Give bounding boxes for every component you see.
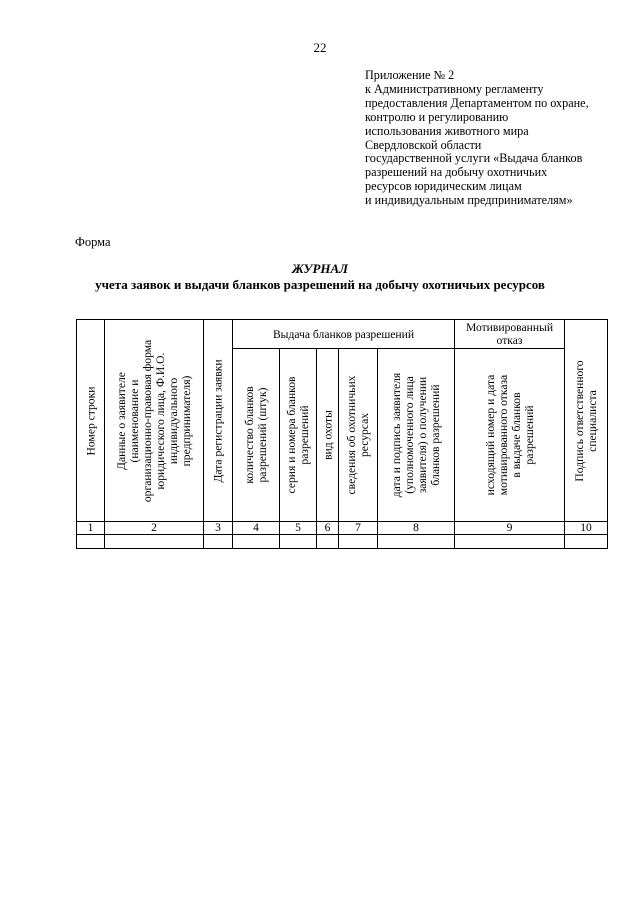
header-line: ресурсах (358, 412, 371, 458)
empty-cell (378, 535, 455, 549)
empty-cell (317, 535, 339, 549)
rotated-header (317, 349, 338, 521)
rotated-header (565, 335, 607, 507)
header-line: бланков разрешений (429, 384, 442, 486)
empty-row (77, 535, 608, 549)
appendix-line: и индивидуальным предпринимателям» (365, 193, 573, 208)
header-line: в выдаче бланков (509, 392, 523, 478)
header-cell (565, 320, 608, 522)
header-cell (77, 320, 105, 522)
empty-cell (204, 535, 233, 549)
empty-cell (565, 535, 608, 549)
appendix-line: Приложение № 2 (365, 68, 455, 82)
header-cell (105, 320, 204, 522)
header-line: отказ (496, 334, 523, 347)
column-number: 3 (204, 522, 233, 535)
rotated-header (455, 349, 564, 521)
appendix-line: к Административному регламенту (365, 81, 544, 96)
header-cell (233, 349, 280, 522)
appendix-line: государственной услуги «Выдача бланков (365, 151, 583, 166)
header-line: серия и номера бланков (285, 376, 298, 494)
column-number: 7 (339, 522, 378, 535)
header-line: количество бланков (243, 386, 256, 484)
header-line: предпринимателя) (180, 375, 193, 466)
group-header-issuance: Выдача бланков разрешений (233, 320, 455, 349)
header-line: Данные о заявителе (115, 371, 128, 470)
column-number: 2 (105, 522, 204, 535)
empty-cell (455, 535, 565, 549)
journal-table (76, 319, 608, 549)
header-line: заявителя) о получении (416, 376, 429, 494)
rotated-header (339, 349, 377, 521)
header-line: дата и подпись заявителя (390, 372, 403, 498)
appendix-line: предоставления Департаментом по охране, (365, 95, 589, 110)
header-line: разрешений (штук) (256, 387, 269, 483)
header-cell (280, 349, 317, 522)
header-line: индивидуального (167, 377, 180, 464)
title-line-1: ЖУРНАЛ (291, 261, 349, 276)
column-number: 5 (280, 522, 317, 535)
header-cell (317, 349, 339, 522)
rotated-header (77, 335, 104, 507)
header-line: (наименование и (128, 378, 141, 463)
header-line: Подпись ответственного (573, 359, 586, 482)
empty-cell (77, 535, 105, 549)
header-line: юридического лица, Ф.И.О. (154, 352, 167, 489)
appendix-line: ресурсов юридическим лицам (365, 179, 522, 194)
page-number: 22 (313, 40, 327, 55)
empty-cell (233, 535, 280, 549)
header-cell (339, 349, 378, 522)
appendix-note (365, 69, 635, 208)
header-line: Дата регистрации заявки (211, 358, 225, 483)
column-number: 8 (378, 522, 455, 535)
header-cell (378, 349, 455, 522)
rotated-header (204, 335, 232, 507)
rotated-header (233, 349, 279, 521)
appendix-line: использования животного мира (365, 123, 529, 138)
title-line-2: учета заявок и выдачи бланков разрешений на добычу охотничьих ресурсов (95, 277, 545, 292)
header-line: вид охоты (321, 410, 334, 460)
header-line: Мотивированный (465, 321, 554, 334)
column-number: 4 (233, 522, 280, 535)
header-line: организационно-правовая форма (141, 339, 154, 502)
header-line: Номер строки (84, 386, 97, 455)
header-line: мотивированного отказа (496, 374, 510, 496)
header-cell (455, 349, 565, 522)
appendix-line: контролю и регулированию (365, 109, 509, 124)
header-line: сведения об охотничьих (345, 375, 358, 495)
header-line: исходящий номер и дата (483, 374, 497, 496)
column-number: 9 (455, 522, 565, 535)
empty-cell (339, 535, 378, 549)
form-label: Форма (75, 235, 111, 249)
document-title (0, 261, 640, 293)
column-number: 10 (565, 522, 608, 535)
column-number: 1 (77, 522, 105, 535)
header-cell (204, 320, 233, 522)
empty-cell (280, 535, 317, 549)
appendix-line: разрешений на добычу охотничьих (365, 165, 548, 180)
rotated-header (378, 349, 454, 521)
appendix-line: Свердловской области (365, 137, 482, 152)
column-number: 6 (317, 522, 339, 535)
rotated-header (105, 335, 203, 507)
header-line: разрешений (298, 405, 311, 465)
header-line: (уполномоченного лица (403, 376, 416, 494)
header-line: специалиста (586, 389, 599, 452)
rotated-header (280, 349, 316, 521)
header-line: разрешений (522, 405, 536, 465)
empty-cell (105, 535, 204, 549)
